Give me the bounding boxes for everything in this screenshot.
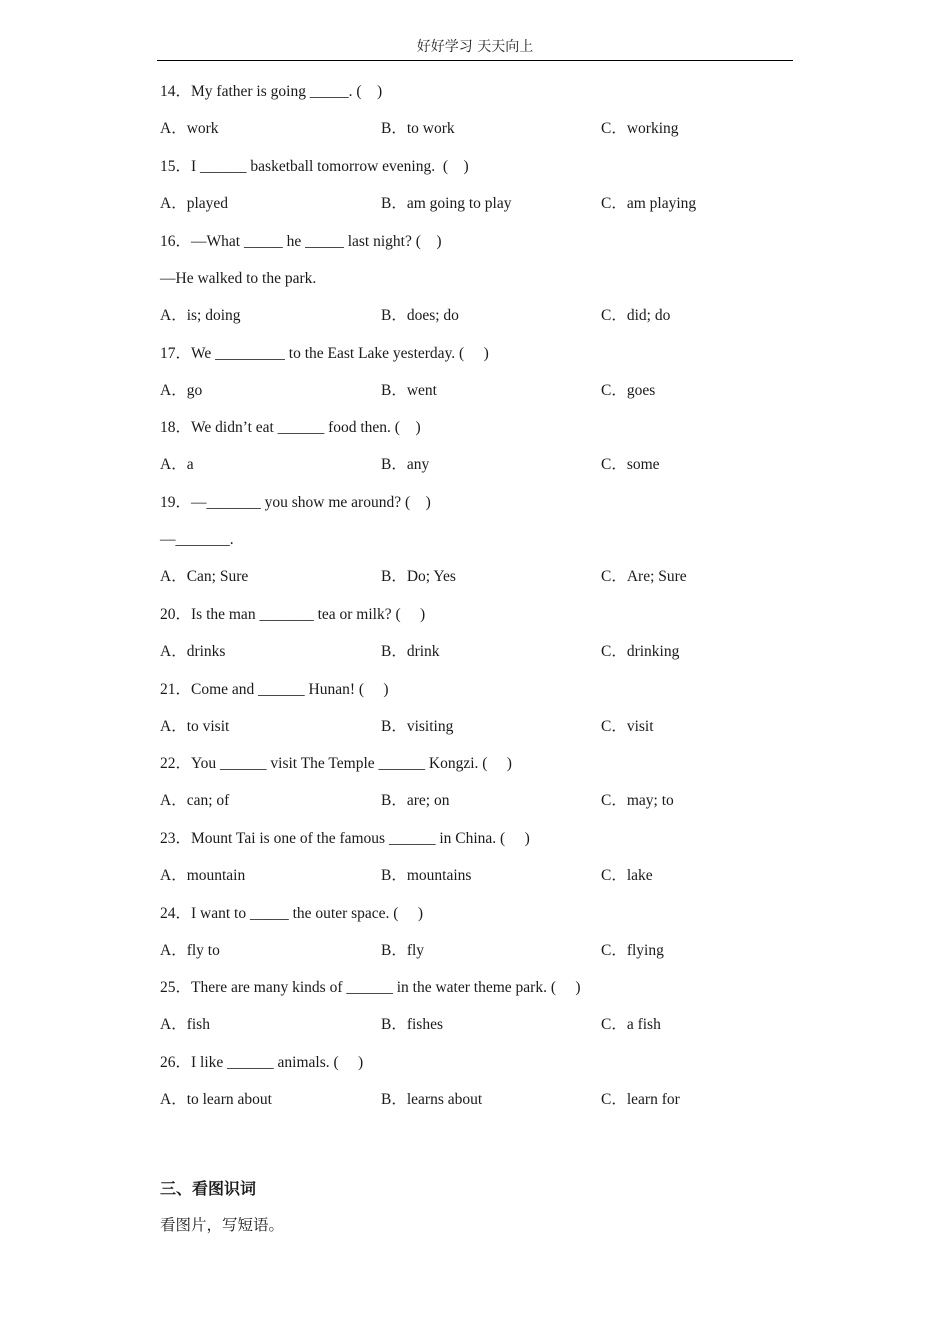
question-19-option-c: C．Are; Sure — [601, 568, 687, 585]
question-24-option-b: B．fly — [381, 942, 425, 959]
question-19-stem: 19．—_______ you show me around? ( ) — [160, 494, 431, 511]
question-18-option-b: B．any — [381, 456, 430, 473]
question-17-option-c: C．goes — [601, 382, 656, 399]
question-26-option-c: C．learn for — [601, 1091, 680, 1108]
question-19-option-b: B．Do; Yes — [381, 568, 456, 585]
question-16-option-c: C．did; do — [601, 307, 671, 324]
question-22-stem: 22．You ______ visit The Temple ______ Kongzi. ( ) — [160, 755, 512, 772]
question-14-option-c: C．working — [601, 120, 679, 137]
question-14-option-b: B．to work — [381, 120, 455, 137]
question-23-option-a: A．mountain — [160, 867, 246, 884]
question-14-stem: 14．My father is going _____. ( ) — [160, 83, 383, 100]
question-23-stem: 23．Mount Tai is one of the famous ______ in China. ( ) — [160, 830, 530, 847]
question-16-answer-line: —He walked to the park. — [160, 270, 317, 287]
question-24-option-c: C．flying — [601, 942, 664, 959]
question-20-option-a: A．drinks — [160, 643, 226, 660]
question-21-option-a: A．to visit — [160, 718, 230, 735]
question-16-option-a: A．is; doing — [160, 307, 241, 324]
question-23-option-c: C．lake — [601, 867, 653, 884]
question-25-option-b: B．fishes — [381, 1016, 444, 1033]
question-21-stem: 21．Come and ______ Hunan! ( ) — [160, 681, 389, 698]
question-17-stem: 17．We _________ to the East Lake yesterday. ( ) — [160, 345, 489, 362]
question-24-stem: 24．I want to _____ the outer space. ( ) — [160, 905, 424, 922]
question-18-option-a: A．a — [160, 456, 194, 473]
question-17-option-a: A．go — [160, 382, 203, 399]
question-15-option-c: C．am playing — [601, 195, 697, 212]
question-17-option-b: B．went — [381, 382, 437, 399]
question-21-option-c: C．visit — [601, 718, 654, 735]
question-20-option-b: B．drink — [381, 643, 440, 660]
question-20-stem: 20．Is the man _______ tea or milk? ( ) — [160, 606, 426, 623]
question-24-option-a: A．fly to — [160, 942, 220, 959]
question-19-answer-line: —_______. — [160, 531, 234, 548]
question-15-option-b: B．am going to play — [381, 195, 512, 212]
question-22-option-b: B．are; on — [381, 792, 450, 809]
question-15-option-a: A．played — [160, 195, 229, 212]
question-14-option-a: A．work — [160, 120, 219, 137]
question-26-option-b: B．learns about — [381, 1091, 483, 1108]
question-16-option-b: B．does; do — [381, 307, 459, 324]
section-3-title: 三、看图识词 — [160, 1179, 257, 1198]
question-16-stem: 16．—What _____ he _____ last night? ( ) — [160, 233, 442, 250]
page-header: 好好学习 天天向上 — [416, 39, 534, 55]
question-15-stem: 15．I ______ basketball tomorrow evening. ( ) — [160, 158, 469, 175]
question-22-option-c: C．may; to — [601, 792, 674, 809]
question-25-stem: 25．There are many kinds of ______ in the water theme park. ( ) — [160, 979, 581, 996]
section-3-instruction: 看图片，写短语。 — [160, 1216, 285, 1234]
question-21-option-b: B．visiting — [381, 718, 454, 735]
question-26-stem: 26．I like ______ animals. ( ) — [160, 1054, 364, 1071]
question-26-option-a: A．to learn about — [160, 1091, 272, 1108]
question-19-option-a: A．Can; Sure — [160, 568, 249, 585]
question-18-option-c: C．some — [601, 456, 660, 473]
header-divider — [157, 60, 793, 61]
question-25-option-c: C．a fish — [601, 1016, 661, 1033]
question-20-option-c: C．drinking — [601, 643, 680, 660]
question-23-option-b: B．mountains — [381, 867, 472, 884]
question-25-option-a: A．fish — [160, 1016, 210, 1033]
question-22-option-a: A．can; of — [160, 792, 230, 809]
question-18-stem: 18．We didn’t eat ______ food then. ( ) — [160, 419, 421, 436]
